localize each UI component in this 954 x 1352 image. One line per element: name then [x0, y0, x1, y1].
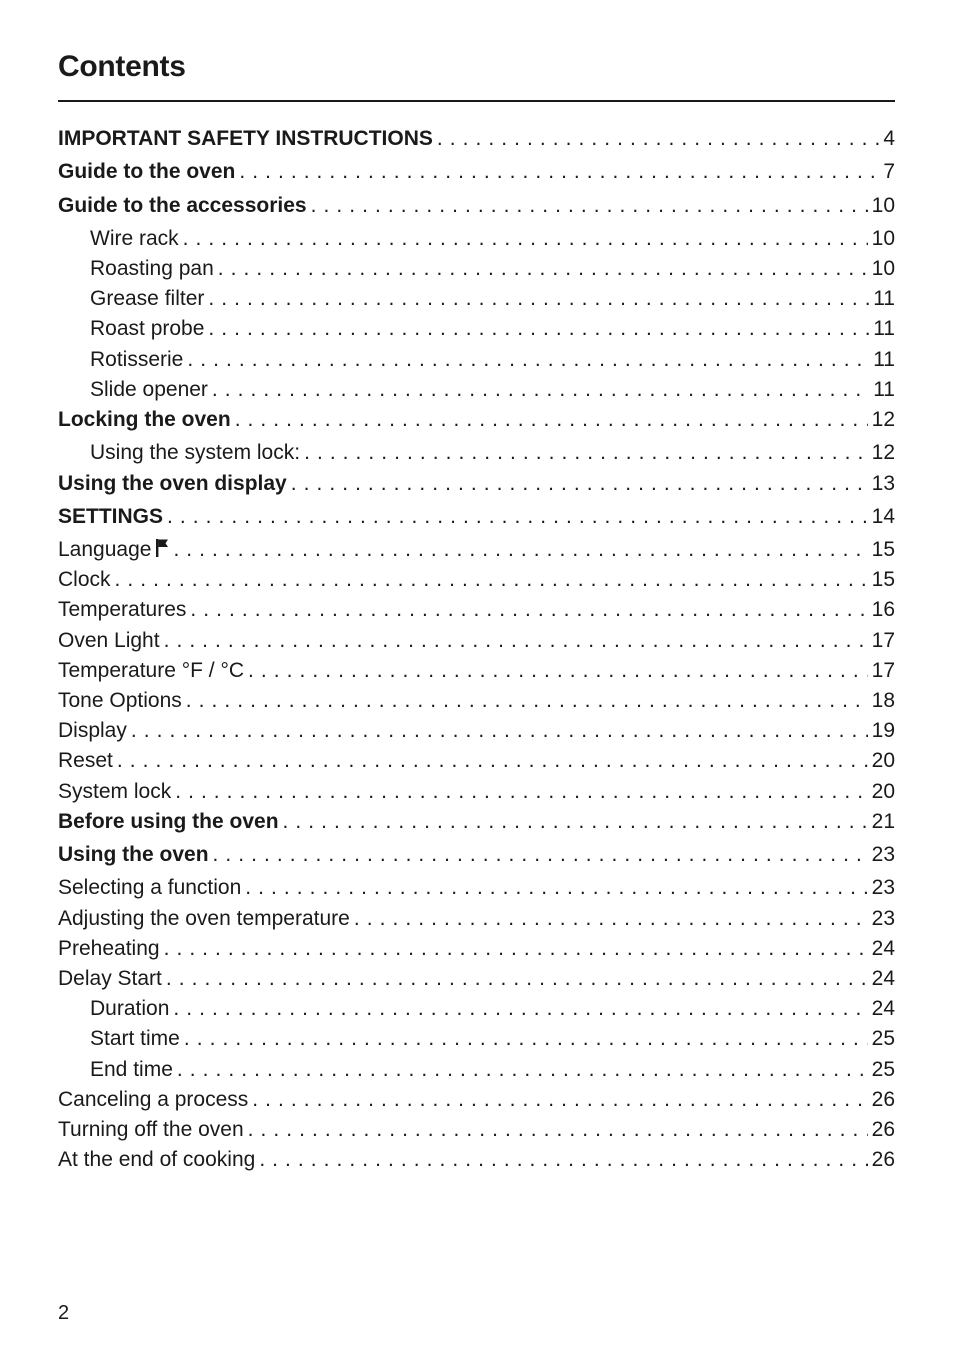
toc-entry-page: 24 — [871, 997, 895, 1021]
toc-entry-page: 19 — [871, 719, 895, 743]
toc-entry-label — [90, 994, 173, 1024]
toc-entry-page: 25 — [871, 1027, 895, 1051]
toc-entry-page: 4 — [883, 127, 895, 150]
toc-entry[interactable] — [58, 224, 895, 254]
toc-entry-label-text: Selecting a function — [58, 876, 242, 900]
toc-entry-page: 14 — [871, 504, 895, 528]
toc-entry[interactable] — [58, 840, 895, 873]
toc-entry[interactable] — [58, 873, 895, 903]
toc-entry-label — [58, 157, 239, 187]
toc-entry-label-text: Roasting pan — [90, 257, 214, 281]
toc-entry-label — [58, 626, 164, 656]
toc-leader-dots — [186, 686, 868, 716]
toc-leader-dots — [166, 964, 868, 994]
toc-leader-dots — [212, 375, 869, 405]
toc-entry-page: 15 — [871, 538, 895, 562]
toc-leader-dots — [175, 777, 867, 807]
toc-entry-label — [58, 777, 175, 807]
toc-entry-label — [58, 405, 235, 435]
toc-entry-page: 23 — [871, 906, 895, 930]
toc-entry[interactable] — [58, 375, 895, 405]
toc-entry[interactable] — [58, 314, 895, 344]
toc-entry-page: 11 — [873, 287, 895, 311]
toc-entry-page: 24 — [871, 966, 895, 990]
toc-entry[interactable] — [58, 934, 895, 964]
toc-entry-label-text: Canceling a process — [58, 1087, 249, 1111]
toc-entry-label-text: System lock — [58, 779, 172, 803]
toc-entry-label — [58, 565, 115, 595]
toc-entry-page: 10 — [871, 193, 895, 217]
toc-entry-page: 12 — [871, 408, 895, 432]
toc-leader-dots — [218, 254, 868, 284]
toc-entry[interactable] — [58, 904, 895, 934]
toc-leader-dots — [437, 124, 879, 154]
toc-entry[interactable] — [58, 438, 895, 468]
toc-leader-dots — [235, 405, 868, 435]
flag-icon — [155, 538, 169, 558]
toc-entry-label-text: IMPORTANT SAFETY INSTRUCTIONS — [58, 127, 433, 150]
toc-entry-label-text: Clock — [58, 568, 111, 592]
toc-entry-label-text: Reset — [58, 749, 113, 773]
toc-entry[interactable] — [58, 656, 895, 686]
toc-entry-label-text: Delay Start — [58, 966, 162, 990]
toc-entry-page: 12 — [871, 441, 895, 465]
toc-entry-page: 15 — [871, 568, 895, 592]
toc-entry[interactable] — [58, 1024, 895, 1054]
toc-leader-dots — [190, 595, 867, 625]
toc-entry-label — [90, 254, 218, 284]
toc-entry-label — [58, 840, 213, 870]
toc-entry-label-text: SETTINGS — [58, 504, 164, 528]
toc-entry[interactable] — [58, 191, 895, 224]
toc-entry[interactable] — [58, 807, 895, 840]
toc-leader-dots — [311, 191, 868, 221]
toc-entry-label-text: Grease filter — [90, 287, 205, 311]
toc-entry-page: 25 — [871, 1057, 895, 1081]
toc-entry-label — [58, 469, 291, 499]
table-of-contents — [58, 124, 895, 1175]
toc-entry-label-text: Using the system lock: — [90, 441, 301, 465]
toc-entry-page: 23 — [871, 876, 895, 900]
toc-entry-label-text: Before using the oven — [58, 809, 279, 833]
toc-entry-label — [58, 656, 248, 686]
toc-entry-label-text: Turning off the oven — [58, 1117, 244, 1141]
toc-leader-dots — [248, 656, 868, 686]
toc-leader-dots — [245, 873, 867, 903]
toc-entry-page: 13 — [871, 471, 895, 495]
title-divider — [58, 100, 895, 102]
toc-entry-label — [58, 873, 245, 903]
toc-leader-dots — [248, 1115, 868, 1145]
toc-leader-dots — [164, 934, 868, 964]
toc-entry-page: 10 — [871, 226, 895, 250]
toc-entry[interactable] — [58, 254, 895, 284]
toc-entry-page: 17 — [871, 628, 895, 652]
toc-entry-label — [90, 375, 212, 405]
toc-entry-label — [58, 686, 186, 716]
toc-entry-label — [58, 1115, 248, 1145]
toc-entry-page: 11 — [873, 347, 895, 371]
toc-leader-dots — [187, 345, 869, 375]
toc-entry-label-text: Locking the oven — [58, 408, 231, 432]
toc-entry-label-text: Using the oven display — [58, 471, 287, 495]
toc-leader-dots — [177, 1055, 868, 1085]
toc-entry-page: 26 — [871, 1148, 895, 1172]
toc-entry-page: 21 — [871, 809, 895, 833]
toc-entry-page: 16 — [871, 598, 895, 622]
toc-leader-dots — [183, 224, 868, 254]
toc-entry-label-text: Roast probe — [90, 317, 205, 341]
toc-entry-label-text: Display — [58, 719, 127, 743]
toc-entry-label-text: Oven Light — [58, 628, 160, 652]
toc-entry[interactable] — [58, 502, 895, 535]
toc-entry-label-text: End time — [90, 1057, 173, 1081]
toc-entry[interactable] — [58, 964, 895, 994]
toc-leader-dots — [354, 904, 868, 934]
toc-leader-dots — [164, 626, 868, 656]
toc-leader-dots — [283, 807, 868, 837]
toc-entry[interactable] — [58, 124, 895, 157]
toc-entry[interactable] — [58, 1085, 895, 1115]
toc-entry[interactable] — [58, 716, 895, 746]
toc-entry-page: 10 — [871, 257, 895, 281]
toc-entry-label — [90, 1024, 184, 1054]
toc-entry[interactable] — [58, 595, 895, 625]
toc-leader-dots — [208, 314, 869, 344]
toc-entry-page: 26 — [871, 1087, 895, 1111]
toc-leader-dots — [167, 502, 868, 532]
toc-entry-label-text: Rotisserie — [90, 347, 184, 371]
toc-entry-label — [58, 807, 283, 837]
toc-entry-label — [58, 934, 164, 964]
toc-entry[interactable] — [58, 777, 895, 807]
toc-entry-label-text: Duration — [90, 997, 170, 1021]
toc-entry-label — [58, 716, 131, 746]
toc-entry-page: 11 — [873, 317, 895, 341]
toc-entry-label-text: Temperature °F / °C — [58, 658, 245, 682]
toc-entry-label — [58, 964, 166, 994]
toc-entry-page: 26 — [871, 1117, 895, 1141]
toc-leader-dots — [131, 716, 868, 746]
toc-entry[interactable] — [58, 746, 895, 776]
toc-entry-label — [90, 314, 208, 344]
toc-entry-label-text: Start time — [90, 1027, 180, 1051]
toc-entry[interactable] — [58, 284, 895, 314]
toc-entry-page: 17 — [871, 658, 895, 682]
toc-leader-dots — [291, 469, 868, 499]
toc-entry-label — [58, 595, 190, 625]
page-title: Contents — [58, 50, 186, 83]
toc-entry-label-text: Adjusting the oven temperature — [58, 906, 350, 930]
toc-entry-label-text: Slide opener — [90, 377, 208, 401]
toc-entry-label — [90, 284, 208, 314]
toc-entry-page: 7 — [883, 160, 895, 184]
toc-entry-label-text: Wire rack — [90, 226, 179, 250]
toc-leader-dots — [173, 535, 867, 565]
toc-entry-label-text: Temperatures — [58, 598, 187, 622]
toc-leader-dots — [115, 565, 868, 595]
toc-entry-label — [58, 124, 437, 154]
toc-leader-dots — [259, 1145, 867, 1175]
toc-entry-label — [90, 345, 187, 375]
toc-entry[interactable] — [58, 1055, 895, 1085]
toc-entry-label — [58, 191, 311, 221]
toc-leader-dots — [213, 840, 868, 870]
toc-entry-label — [58, 535, 173, 565]
toc-entry[interactable] — [58, 469, 895, 502]
toc-entry-page: 20 — [871, 779, 895, 803]
toc-entry-label — [58, 904, 354, 934]
toc-entry-label-text: Tone Options — [58, 689, 182, 713]
toc-entry-label — [58, 1145, 259, 1175]
toc-entry[interactable] — [58, 405, 895, 438]
toc-leader-dots — [208, 284, 869, 314]
toc-entry-label-text: Language — [58, 538, 152, 562]
toc-entry-page: 11 — [873, 377, 895, 401]
toc-leader-dots — [252, 1085, 867, 1115]
toc-entry[interactable] — [58, 535, 895, 565]
toc-entry[interactable] — [58, 626, 895, 656]
toc-entry[interactable] — [58, 1145, 895, 1175]
page-number: 2 — [58, 1302, 70, 1324]
toc-entry-label — [90, 224, 183, 254]
toc-entry-label-text: Guide to the accessories — [58, 193, 307, 217]
toc-entry-label-text: At the end of cooking — [58, 1148, 256, 1172]
toc-leader-dots — [304, 438, 868, 468]
toc-entry[interactable] — [58, 686, 895, 716]
toc-leader-dots — [117, 746, 868, 776]
toc-leader-dots — [239, 157, 879, 187]
toc-entry-label — [58, 746, 117, 776]
toc-entry-page: 20 — [871, 749, 895, 773]
toc-entry-label-text: Guide to the oven — [58, 160, 236, 184]
toc-entry[interactable] — [58, 565, 895, 595]
toc-entry-label-text: Preheating — [58, 936, 160, 960]
toc-entry[interactable] — [58, 994, 895, 1024]
toc-entry-page: 23 — [871, 843, 895, 867]
toc-entry[interactable] — [58, 1115, 895, 1145]
toc-entry-label-text: Using the oven — [58, 843, 209, 867]
toc-entry[interactable] — [58, 157, 895, 190]
toc-entry-label — [58, 1085, 252, 1115]
toc-entry-page: 24 — [871, 936, 895, 960]
toc-entry-label — [90, 1055, 177, 1085]
toc-entry-page: 18 — [871, 689, 895, 713]
toc-entry[interactable] — [58, 345, 895, 375]
toc-leader-dots — [184, 1024, 868, 1054]
toc-entry-label — [90, 438, 304, 468]
toc-entry-label — [58, 502, 167, 532]
toc-leader-dots — [173, 994, 867, 1024]
